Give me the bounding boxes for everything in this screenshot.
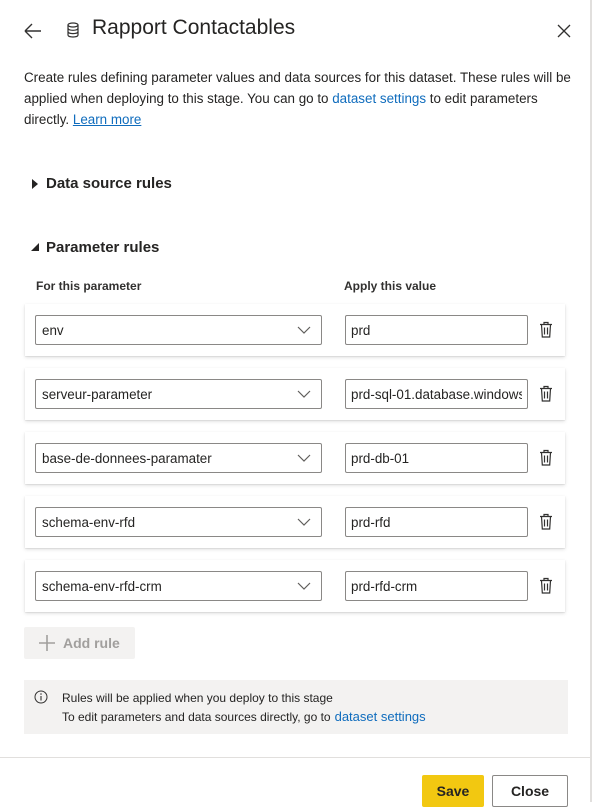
plus-icon — [38, 634, 56, 652]
chevron-down-icon — [297, 517, 311, 527]
caret-right-icon — [30, 178, 40, 190]
description-text-part1: Create rules defining parameter values and data sources for this dataset. These rules will be applied when deploying to this stage. You can go to — [24, 70, 571, 106]
parameter-rules-toggle[interactable] — [30, 239, 159, 256]
dataset-settings-link[interactable]: dataset settings — [332, 91, 427, 106]
panel-title: Rapport Contactables — [92, 16, 296, 39]
description-text — [24, 67, 579, 130]
parameter-dropdown-value: schema-env-rfd — [42, 515, 136, 530]
close-button[interactable]: Close — [492, 775, 568, 807]
parameter-dropdown-value: base-de-donnees-paramater — [42, 451, 212, 466]
parameter-dropdown[interactable] — [35, 507, 322, 537]
save-button[interactable]: Save — [422, 775, 484, 807]
close-icon[interactable] — [556, 23, 572, 39]
info-icon — [34, 690, 48, 704]
chevron-down-icon — [297, 325, 311, 335]
footer-divider — [0, 757, 590, 758]
learn-more-link[interactable]: Learn more — [72, 112, 142, 127]
parameter-rules-label: Parameter rules — [46, 239, 160, 256]
trash-icon[interactable] — [539, 577, 553, 594]
trash-icon[interactable] — [539, 321, 553, 338]
add-rule-label: Add rule — [63, 635, 120, 651]
column-header-parameter: For this parameter — [36, 279, 142, 293]
parameter-dropdown[interactable] — [35, 379, 322, 409]
parameter-dropdown[interactable] — [35, 315, 322, 345]
trash-icon[interactable] — [539, 385, 553, 402]
parameter-value-input[interactable] — [345, 315, 528, 345]
caret-down-icon — [30, 242, 40, 254]
description-text-part2: to edit parameters directly. — [24, 91, 538, 127]
add-rule-button[interactable] — [24, 627, 135, 659]
parameter-value-input[interactable] — [345, 507, 528, 537]
parameter-value-input[interactable] — [345, 379, 528, 409]
database-icon — [66, 22, 80, 38]
chevron-down-icon — [297, 453, 311, 463]
parameter-rule-row — [25, 496, 565, 548]
trash-icon[interactable] — [539, 449, 553, 466]
trash-icon[interactable] — [539, 513, 553, 530]
chevron-down-icon — [297, 581, 311, 591]
parameter-dropdown[interactable] — [35, 443, 322, 473]
parameter-dropdown[interactable] — [35, 571, 322, 601]
info-message-bar — [24, 680, 568, 734]
data-source-rules-toggle[interactable] — [30, 175, 172, 192]
arrow-left-icon[interactable] — [22, 20, 44, 42]
parameter-value-input[interactable] — [345, 571, 528, 601]
parameter-rule-row — [25, 560, 565, 612]
data-source-rules-label: Data source rules — [46, 175, 172, 192]
info-message-line2 — [62, 709, 426, 724]
parameter-rule-row — [25, 432, 565, 484]
chevron-down-icon — [297, 389, 311, 399]
panel-header — [0, 0, 590, 62]
parameter-rule-row — [25, 368, 565, 420]
parameter-dropdown-value: env — [42, 323, 64, 338]
info-message-line1: Rules will be applied when you deploy to this stage — [62, 691, 333, 705]
parameter-value-input[interactable] — [345, 443, 528, 473]
parameter-dropdown-value: schema-env-rfd-crm — [42, 579, 162, 594]
column-header-value: Apply this value — [344, 279, 437, 293]
parameter-rule-row — [25, 304, 565, 356]
info-message-text: To edit parameters and data sources directly, go to — [62, 710, 331, 724]
info-dataset-settings-link[interactable]: dataset settings — [334, 709, 426, 724]
parameter-dropdown-value: serveur-parameter — [42, 387, 153, 402]
